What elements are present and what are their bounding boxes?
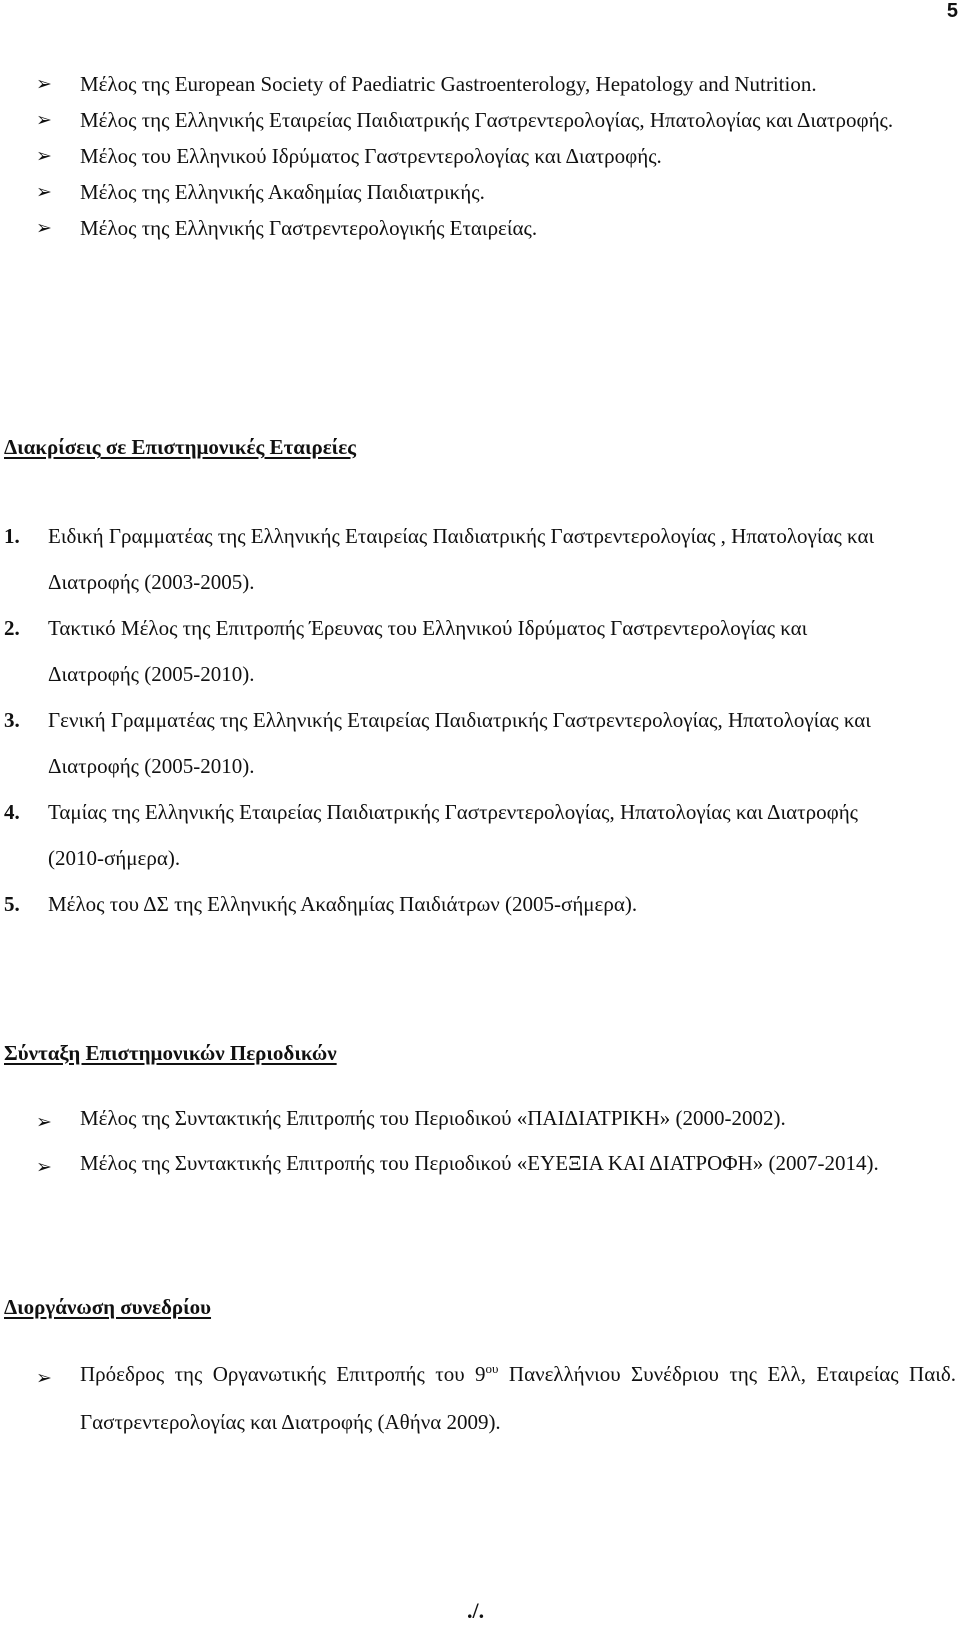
list-item-number: 3. bbox=[4, 708, 20, 732]
list-item-text: Μέλος του Ελληνικού Ιδρύματος Γαστρεντερολογίας και Διατροφής. bbox=[80, 144, 662, 168]
list-item-text: Μέλος του ΔΣ της Ελληνικής Ακαδημίας Παιδιάτρων (2005-σήμερα). bbox=[48, 892, 638, 916]
list-item bbox=[0, 697, 956, 789]
list-item bbox=[0, 1096, 956, 1140]
list-item bbox=[0, 1140, 956, 1186]
arrow-bullet-icon: ➢ bbox=[36, 1111, 52, 1133]
list-item bbox=[0, 66, 956, 102]
journals-list bbox=[0, 1096, 956, 1186]
list-item bbox=[0, 210, 956, 246]
list-item bbox=[0, 513, 956, 605]
list-item-text: Μέλος της European Society of Paediatric Gastroenterology, Hepatology and Nutrition. bbox=[80, 72, 817, 96]
list-item bbox=[0, 881, 956, 927]
arrow-bullet-icon: ➢ bbox=[36, 217, 52, 239]
list-item-number: 2. bbox=[4, 616, 20, 640]
list-item-text: Ειδική Γραμματέας της Ελληνικής Εταιρείας Παιδιατρικής Γαστρεντερολογίας , Ηπατολογίας και Διατροφής (2003-2005). bbox=[48, 524, 875, 594]
list-item-text: Μέλος της Συντακτικής Επιτροπής του Περιοδικού «ΠΑΙΔΙΑΤΡΙΚΗ» (2000-2002). bbox=[80, 1106, 786, 1130]
list-item-text: Ταμίας της Ελληνικής Εταιρείας Παιδιατρικής Γαστρεντερολογίας, Ηπατολογίας και Διατροφής (2010-σήμερα). bbox=[48, 800, 858, 870]
section-heading-conference: Διοργάνωση συνεδρίου bbox=[4, 1295, 212, 1319]
list-item-number: 5. bbox=[4, 892, 20, 916]
arrow-bullet-icon: ➢ bbox=[36, 145, 52, 167]
end-mark: ./. bbox=[467, 1598, 485, 1623]
list-item bbox=[0, 102, 956, 138]
list-item-text: Μέλος της Ελληνικής Ακαδημίας Παιδιατρικής. bbox=[80, 180, 485, 204]
conference-list bbox=[0, 1350, 956, 1446]
page-number: 5 bbox=[946, 0, 958, 22]
list-item-text: Γενική Γραμματέας της Ελληνικής Εταιρείας Παιδιατρικής Γαστρεντερολογίας, Ηπατολογίας και Διατροφής (2005-2010). bbox=[48, 708, 871, 778]
list-item-text: Μέλος της Ελληνικής Εταιρείας Παιδιατρικής Γαστρεντερολογίας, Ηπατολογίας και Διατροφής. bbox=[80, 108, 894, 132]
list-item-number: 4. bbox=[4, 800, 20, 824]
arrow-bullet-icon: ➢ bbox=[36, 1367, 52, 1389]
arrow-bullet-icon: ➢ bbox=[36, 181, 52, 203]
section-heading-distinctions: Διακρίσεις σε Επιστημονικές Εταιρείες bbox=[4, 435, 357, 459]
list-item bbox=[0, 174, 956, 210]
section-heading-journals: Σύνταξη Επιστημονικών Περιοδικών bbox=[4, 1041, 337, 1065]
list-item bbox=[0, 1350, 956, 1446]
membership-list bbox=[0, 66, 956, 246]
list-item-text bbox=[80, 1362, 956, 1434]
list-item-text-part: Πρόεδρος της Οργανωτικής Επιτροπής του 9 bbox=[80, 1362, 486, 1386]
list-item-text-part: Πανελλήνιου Συνέδριου της Ελλ, Εταιρείας Παιδ. Γαστρεντερολογίας και Διατροφής (Αθήνα 2009). bbox=[80, 1362, 956, 1434]
list-item-text: Μέλος της Συντακτικής Επιτροπής του Περιοδικού «ΕΥΕΞΙΑ ΚΑΙ ΔΙΑΤΡΟΦΗ» (2007-2014). bbox=[80, 1151, 879, 1175]
list-item bbox=[0, 605, 956, 697]
list-item-number: 1. bbox=[4, 524, 20, 548]
arrow-bullet-icon: ➢ bbox=[36, 73, 52, 95]
list-item bbox=[0, 789, 956, 881]
list-item-text: Μέλος της Ελληνικής Γαστρεντερολογικής Εταιρείας. bbox=[80, 216, 538, 240]
list-item bbox=[0, 138, 956, 174]
list-item-text: Τακτικό Μέλος της Επιτροπής Έρευνας του Ελληνικού Ιδρύματος Γαστρεντερολογίας και Διατροφής (2005-2010). bbox=[48, 616, 808, 686]
distinctions-list bbox=[0, 513, 956, 927]
arrow-bullet-icon: ➢ bbox=[36, 109, 52, 131]
ordinal-superscript: ου bbox=[485, 1361, 499, 1376]
arrow-bullet-icon: ➢ bbox=[36, 1156, 52, 1178]
